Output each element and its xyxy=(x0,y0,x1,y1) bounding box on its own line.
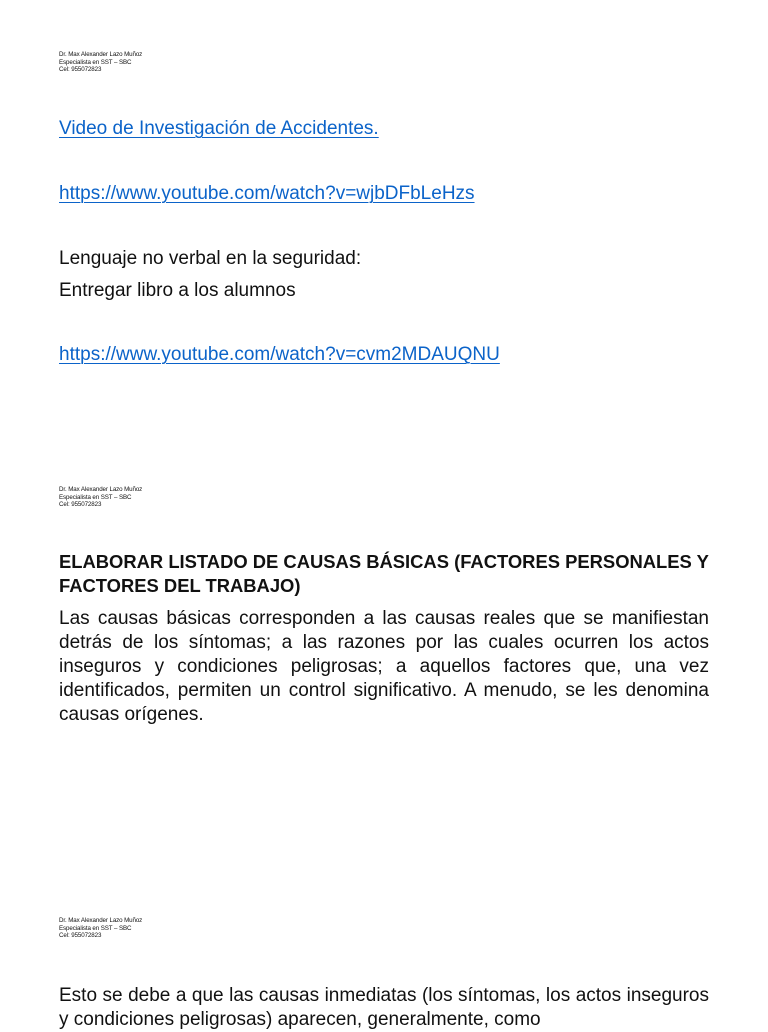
header-name: Dr. Max Alexander Lazo Muñoz xyxy=(59,486,143,493)
header-phone: Cel: 955072823 xyxy=(59,66,102,74)
header-phone: Cel: 955072823 xyxy=(59,501,102,509)
header-name: Dr. Max Alexander Lazo Muñoz xyxy=(59,917,143,924)
causes-paragraph: Las causas básicas corresponden a las causas reales que se manifiestan detrás de los síntomas; a las razones por las cuales ocurren los actos inseguros y condiciones peligrosas; a aquellos factores que, una vez identificados, permiten un control significativo. A menudo, se les denomina causas orígenes. xyxy=(59,608,709,725)
book-text: Entregar libro a los alumnos xyxy=(59,280,296,301)
slide2-header xyxy=(59,486,142,509)
slide1-header xyxy=(59,51,142,74)
header-phone: Cel: 955072823 xyxy=(59,932,102,940)
causes-heading: ELABORAR LISTADO DE CAUSAS BÁSICAS (FACTORES PERSONALES Y FACTORES DEL TRABAJO) xyxy=(59,551,709,596)
header-role: Especialista en SST – SBC xyxy=(59,924,132,932)
slide3-header xyxy=(59,917,142,940)
header-name: Dr. Max Alexander Lazo Muñoz xyxy=(59,51,143,58)
youtube-link-1[interactable]: https://www.youtube.com/watch?v=wjbDFbLeHzs xyxy=(59,183,475,204)
nonverbal-text: Lenguaje no verbal en la seguridad: xyxy=(59,248,362,269)
header-role: Especialista en SST – SBC xyxy=(59,58,132,66)
header-role: Especialista en SST – SBC xyxy=(59,493,132,501)
youtube-link-2[interactable]: https://www.youtube.com/watch?v=cvm2MDAUQNU xyxy=(59,344,500,365)
video-title-link[interactable]: Video de Investigación de Accidentes. xyxy=(59,118,379,139)
symptoms-paragraph: Esto se debe a que las causas inmediatas (los síntomas, los actos inseguros y condiciones peligrosas) aparecen, generalmente, como xyxy=(59,985,709,1030)
